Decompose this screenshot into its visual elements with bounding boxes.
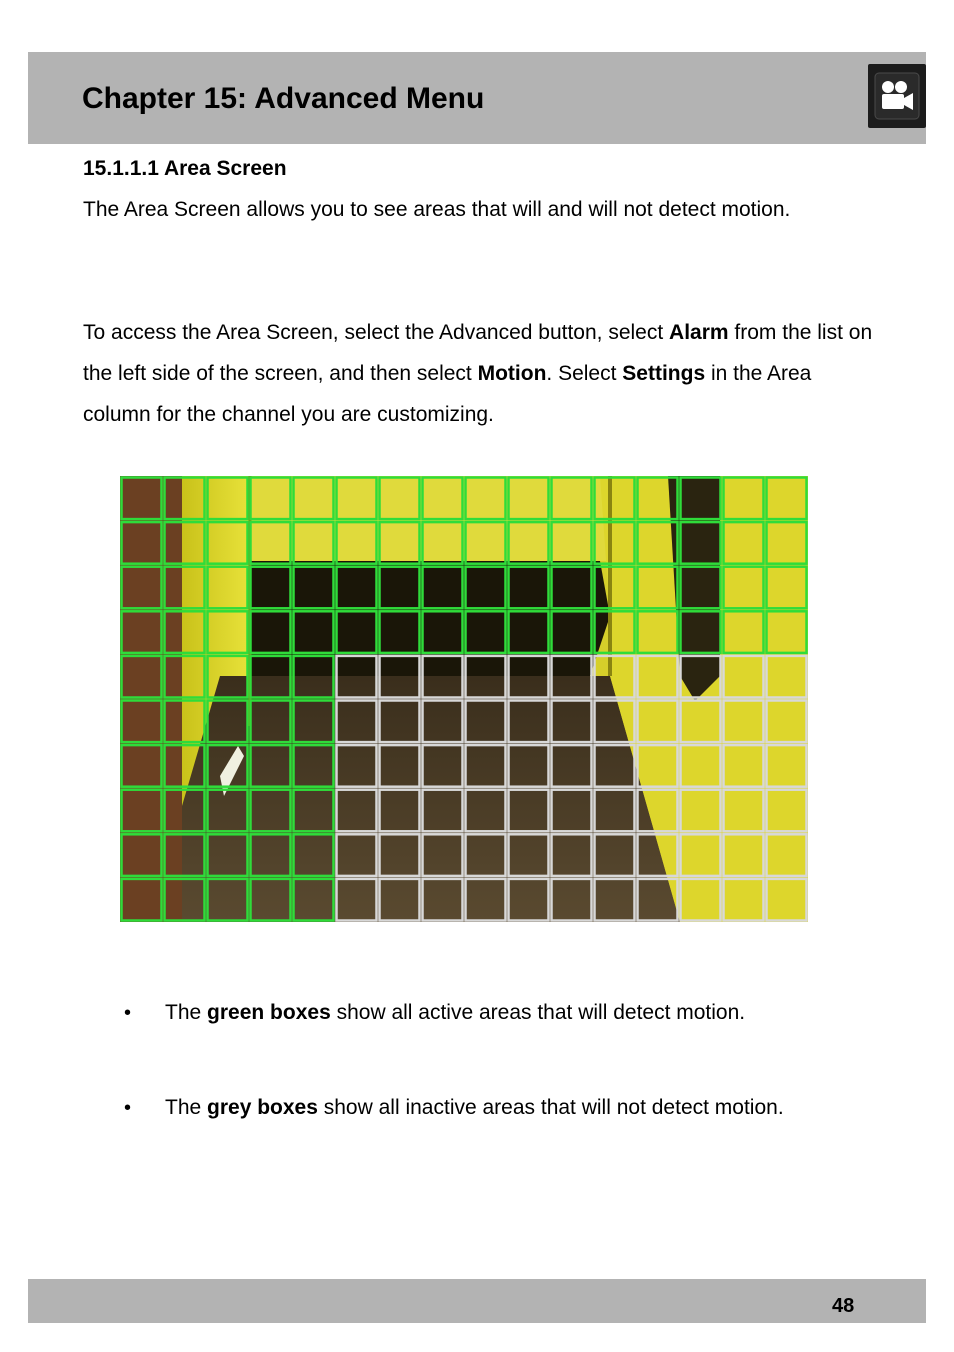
bullet-icon: • (124, 1097, 132, 1119)
chapter-title: Chapter 15: Advanced Menu (82, 82, 485, 115)
section-heading: 15.1.1.1 Area Screen (83, 157, 287, 180)
page-number: 48 (832, 1295, 855, 1317)
instructions-paragraph: To access the Area Screen, select the Advanced button, select Alarm from the list on the left side of the screen, and then select Motion. Select Settings in the Area column for the channel you are customizing. (83, 321, 873, 426)
motion-term: Motion (477, 362, 547, 385)
area-screen-screenshot (120, 476, 808, 922)
intro-paragraph: The Area Screen allows you to see areas that will and will not detect motion. (83, 198, 791, 221)
bullet-icon: • (124, 1002, 132, 1024)
alarm-term: Alarm (669, 321, 729, 344)
settings-term: Settings (622, 362, 706, 385)
footer-band (28, 1279, 926, 1323)
video-camera-icon (868, 64, 926, 128)
